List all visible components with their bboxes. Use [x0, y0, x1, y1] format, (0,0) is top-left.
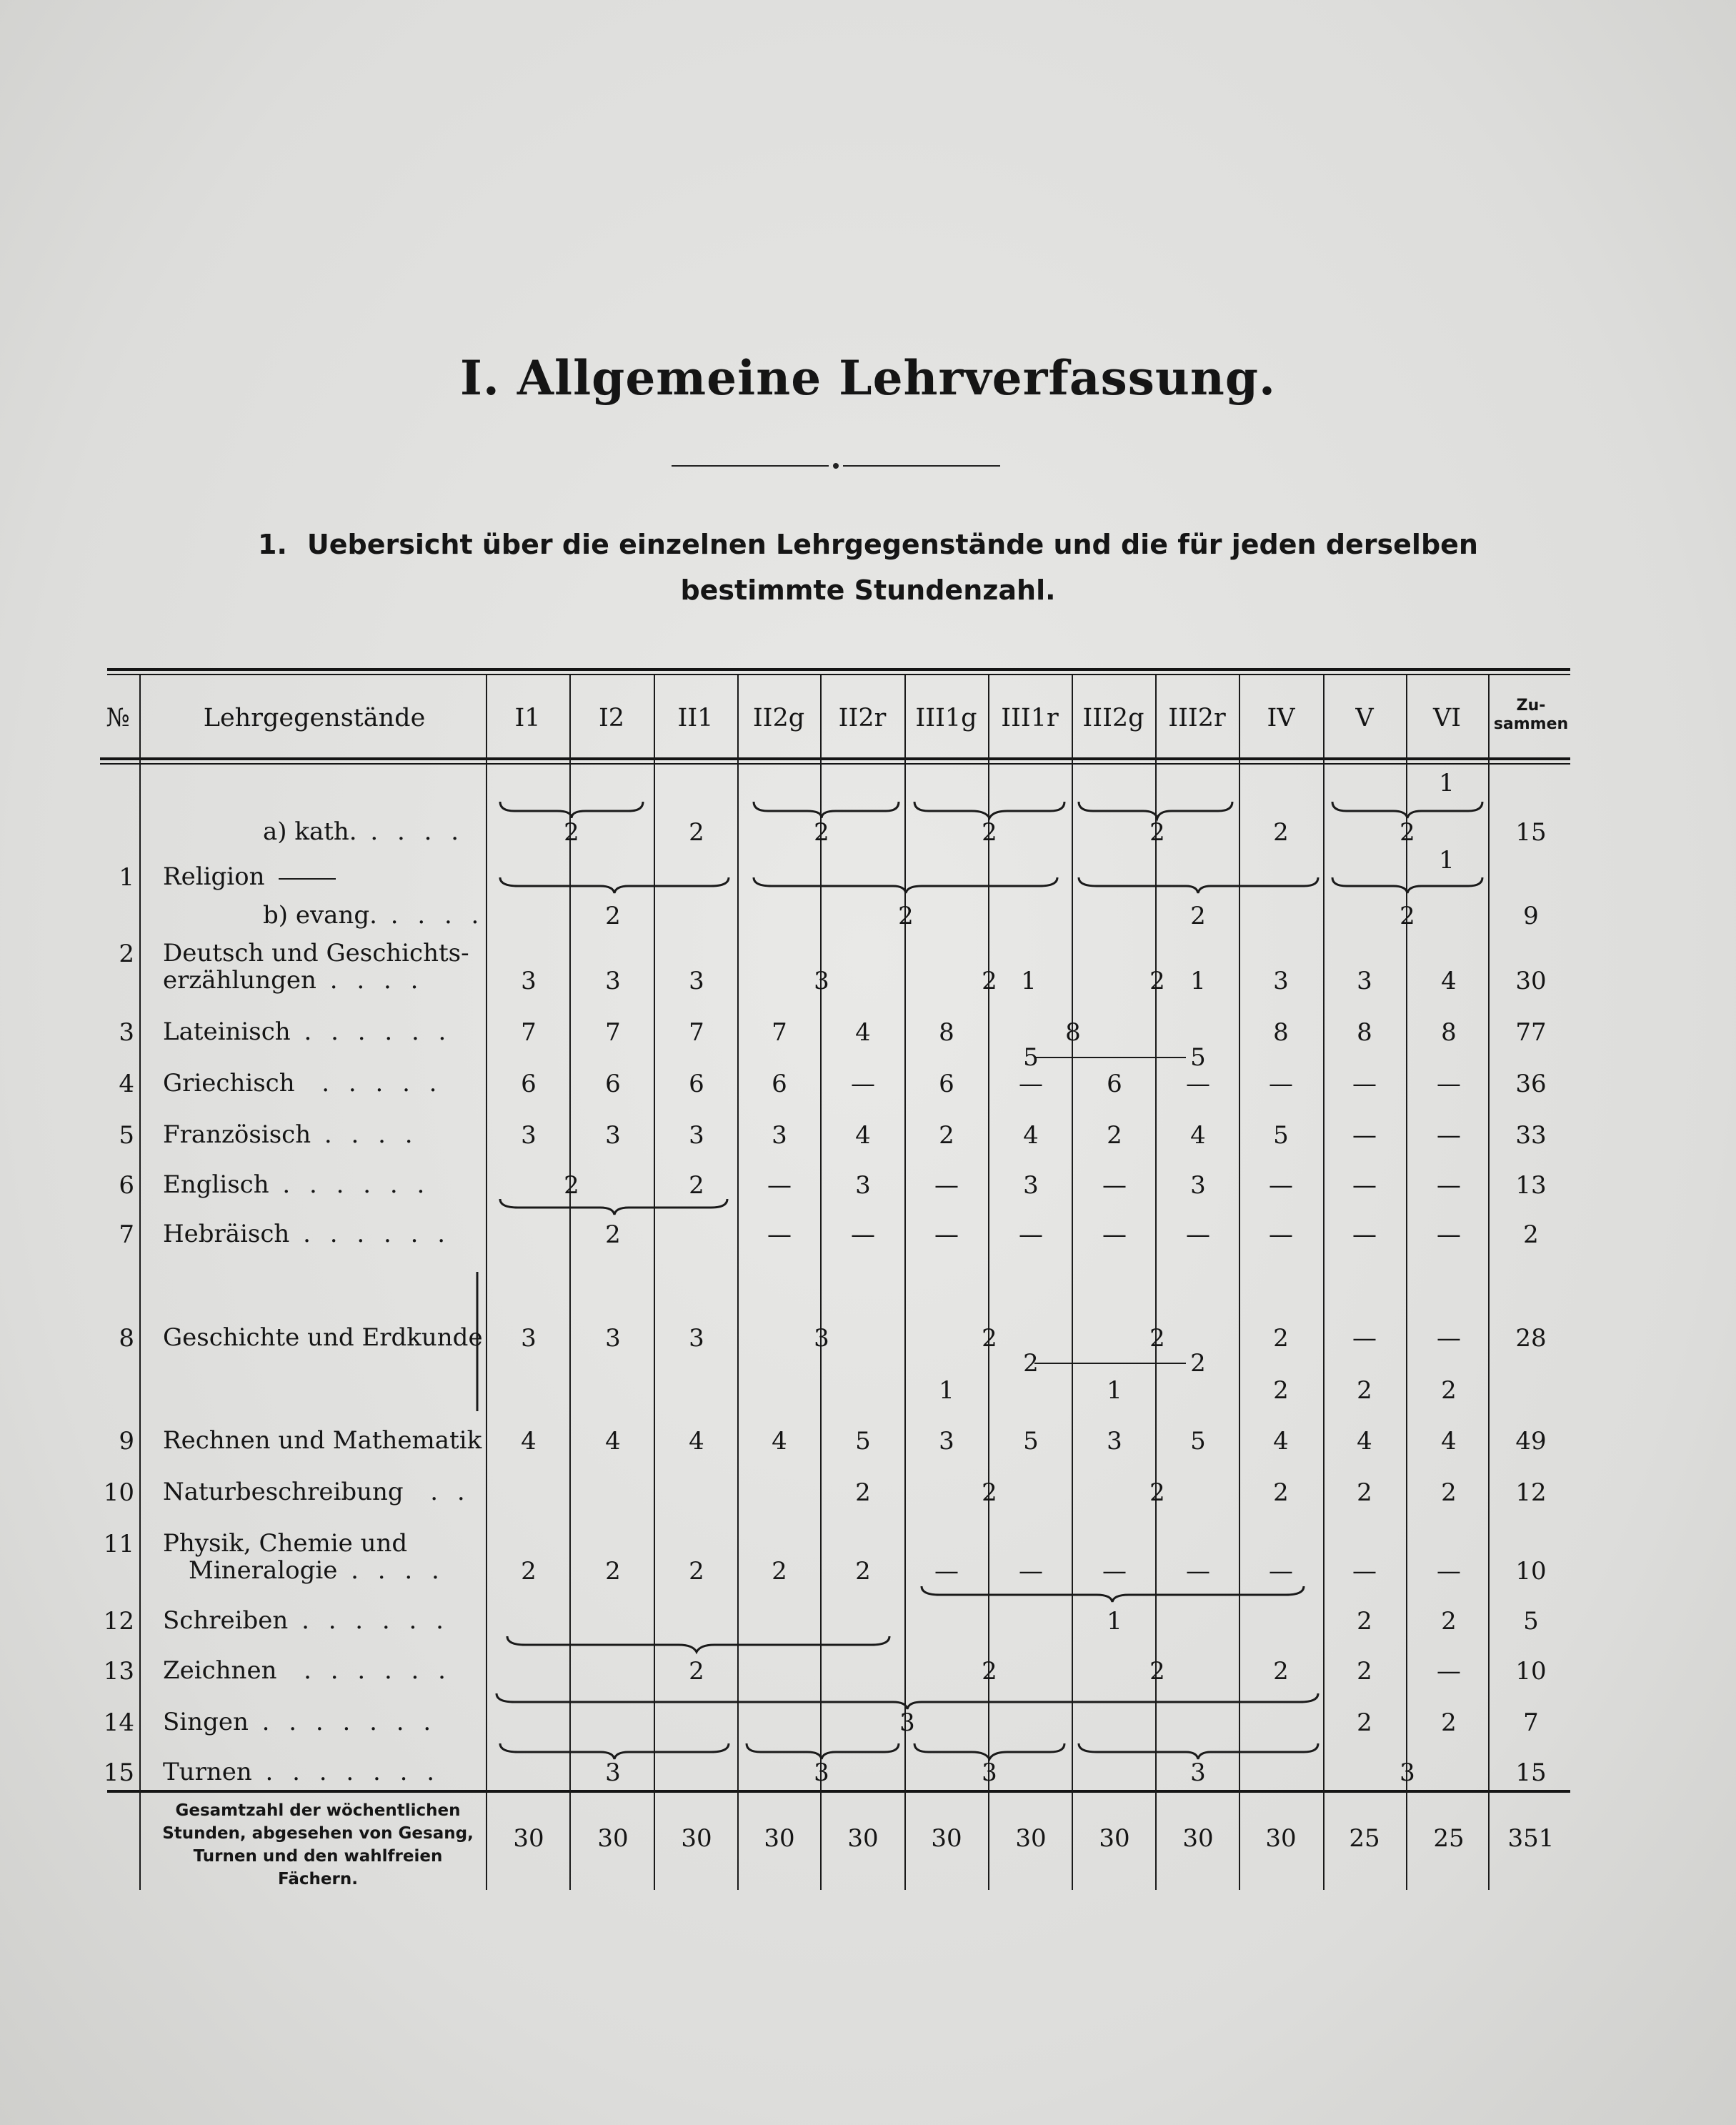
footer-total: 30	[513, 1824, 544, 1853]
row-total: 12	[1515, 1478, 1547, 1507]
row-physik-label: Physik, Chemie und	[163, 1529, 408, 1558]
header-class-III2r: III2r	[1168, 704, 1226, 732]
row-number: 7	[119, 1220, 134, 1249]
griechisch-text: Griechisch	[163, 1069, 295, 1098]
cell: 2	[1273, 1324, 1289, 1353]
leader-dots: . . . .	[311, 1120, 419, 1149]
cell: 2	[982, 967, 997, 995]
cell: 3	[814, 1324, 829, 1353]
cell: 8	[1273, 1018, 1289, 1047]
cell: 5	[1190, 1427, 1206, 1455]
row-zeichnen-label	[163, 1657, 452, 1684]
cell: 8	[1441, 1018, 1457, 1047]
cell: 2	[605, 1557, 621, 1586]
row-physik-label2	[189, 1557, 445, 1584]
zeichnen-text: Zeichnen	[163, 1656, 277, 1685]
cell: —	[934, 1220, 959, 1249]
cell: 2	[1107, 1121, 1122, 1150]
cell: 2	[1357, 1607, 1372, 1636]
cell: 2	[521, 1557, 537, 1586]
cell: 4	[1441, 967, 1457, 995]
row-total: 15	[1515, 818, 1547, 847]
row-religion-label: Religion	[163, 862, 265, 891]
header-class-I2: I2	[598, 704, 625, 732]
cell: 3	[814, 967, 829, 995]
cell: —	[1269, 1171, 1293, 1200]
row-deutsch-label2	[163, 967, 424, 994]
row-number: 10	[103, 1478, 134, 1507]
cell: 3	[1273, 967, 1289, 995]
cell: 2	[814, 818, 829, 847]
cell: 1	[1439, 846, 1455, 875]
cell: 3	[1357, 967, 1372, 995]
leader-dots: . . . . . .	[276, 1656, 452, 1685]
footer-label	[150, 1799, 486, 1891]
row-number: 8	[119, 1324, 134, 1353]
row-total: 10	[1515, 1657, 1547, 1686]
header-total-line2: sammen	[1493, 715, 1569, 733]
row-latein-label	[163, 1018, 452, 1045]
cell: —	[1186, 1220, 1210, 1249]
footer-total: 30	[1182, 1824, 1214, 1853]
footer-total: 30	[764, 1824, 795, 1853]
header-class-III1r: III1r	[1001, 704, 1059, 732]
cell: 4	[855, 1121, 871, 1150]
cell: 2	[1273, 1657, 1289, 1686]
cell: —	[1019, 1557, 1043, 1586]
cell: 4	[1023, 1121, 1039, 1150]
row-total: 5	[1523, 1607, 1539, 1636]
cell: 6	[772, 1070, 787, 1098]
cell: —	[1437, 1121, 1461, 1150]
cell: 2	[1357, 1708, 1372, 1737]
header-class-I1: I1	[514, 704, 541, 732]
cell: 2	[1149, 1657, 1165, 1686]
row-franzoesisch-label	[163, 1121, 419, 1148]
cell: 2	[1400, 818, 1415, 847]
cell: —	[1102, 1171, 1127, 1200]
header-subject: Lehrgegenstände	[203, 704, 426, 732]
cell: 8	[1357, 1018, 1372, 1047]
cell: 3	[521, 1121, 537, 1150]
cell: —	[1102, 1220, 1127, 1249]
row-total: 2	[1523, 1220, 1539, 1249]
header-class-III2g: III2g	[1082, 704, 1144, 732]
cell: 2	[1441, 1376, 1457, 1405]
row-number: 1	[119, 863, 134, 892]
cell: —	[851, 1070, 875, 1098]
cell: —	[767, 1171, 792, 1200]
header-total-line1: Zu-	[1516, 697, 1546, 715]
englisch-text: Englisch	[163, 1170, 269, 1199]
row-total: 30	[1515, 967, 1547, 995]
header-class-II1: II1	[677, 704, 714, 732]
cell: —	[1269, 1070, 1293, 1098]
cell: 4	[521, 1427, 537, 1455]
cell: 2	[939, 1121, 954, 1150]
row-total: 15	[1515, 1758, 1547, 1787]
cell: 1	[939, 1376, 954, 1405]
cell: —	[1352, 1121, 1377, 1150]
cell: —	[1437, 1070, 1461, 1098]
cell: —	[1437, 1557, 1461, 1586]
cell: 2	[1190, 1349, 1206, 1378]
cell: 2	[982, 1324, 997, 1353]
cell: 2	[564, 1171, 579, 1200]
cell: 2	[1357, 1376, 1372, 1405]
cell: 1	[1439, 769, 1455, 797]
cell: —	[1352, 1070, 1377, 1098]
cell: 4	[1441, 1427, 1457, 1455]
row-hebraeisch-label	[163, 1220, 451, 1248]
cell: 3	[1190, 1171, 1206, 1200]
cell: —	[1019, 1220, 1043, 1249]
franzoesisch-text: Französisch	[163, 1120, 311, 1149]
footer-total: 30	[1265, 1824, 1297, 1853]
row-total: 10	[1515, 1557, 1547, 1586]
cell: 1	[1107, 1376, 1122, 1405]
header-class-III1g: III1g	[915, 704, 977, 732]
footer-total: 30	[847, 1824, 879, 1853]
cell: 3	[899, 1708, 915, 1737]
cell: 3	[605, 967, 621, 995]
cell: 5	[1023, 1427, 1039, 1455]
header-class-II2g: II2g	[752, 704, 805, 732]
cell: 8	[939, 1018, 954, 1047]
leader-dots: . . . . . .	[288, 1606, 449, 1635]
cell: 2	[772, 1557, 787, 1586]
cell: 5	[1023, 1043, 1039, 1072]
leader-dots: . . . . . .	[290, 1017, 452, 1046]
cell: —	[1352, 1220, 1377, 1249]
cell: 7	[605, 1018, 621, 1047]
cell: 3	[521, 967, 537, 995]
cell: —	[1437, 1171, 1461, 1200]
leader-dots: . . . . .	[294, 1069, 443, 1098]
cell: 4	[1273, 1427, 1289, 1455]
row-total: 7	[1523, 1708, 1539, 1737]
cell: 3	[939, 1427, 954, 1455]
cell: 3	[814, 1758, 829, 1787]
cell: 3	[605, 1758, 621, 1787]
cell: 5	[1190, 1043, 1206, 1072]
row-total: 77	[1515, 1018, 1547, 1047]
cell: 2	[1273, 818, 1289, 847]
footer-label-line2: Stunden, abgesehen von Gesang,	[162, 1824, 474, 1843]
row-number: 2	[119, 940, 134, 968]
section-number: 1.	[258, 529, 287, 560]
cell: 2	[1023, 1349, 1039, 1378]
row-natur-label	[163, 1478, 471, 1506]
row-number: 12	[103, 1607, 134, 1636]
religion-kath-text: a) kath.	[263, 817, 357, 846]
cell: 2	[1357, 1657, 1372, 1686]
religion-evang-text: b) evang.	[263, 901, 377, 930]
leader-dots: . . . .	[316, 966, 424, 995]
leader-dots: . . . . . .	[289, 1220, 452, 1248]
cell: 2	[689, 1171, 704, 1200]
row-rechnen-label: Rechnen und Mathematik	[163, 1426, 482, 1455]
row-number: 6	[119, 1171, 134, 1200]
cell: 2	[1441, 1478, 1457, 1507]
cell: 2	[1190, 902, 1206, 930]
row-number: 4	[119, 1070, 134, 1098]
cell: 1	[1107, 1607, 1122, 1636]
section-heading-line2: bestimmte Stundenzahl.	[680, 574, 1056, 606]
cell: —	[1019, 1070, 1043, 1098]
row-total: 9	[1523, 902, 1539, 930]
cell: 3	[605, 1324, 621, 1353]
cell: 3	[689, 967, 704, 995]
row-number: 13	[103, 1657, 134, 1686]
cell: 7	[689, 1018, 704, 1047]
leader-dots: . . . . . . .	[248, 1708, 437, 1736]
footer-total: 25	[1433, 1824, 1465, 1853]
cell: —	[1352, 1171, 1377, 1200]
cell: 2	[689, 818, 704, 847]
deutsch-label2-text: erzählungen	[163, 966, 316, 995]
cell: 2	[564, 818, 579, 847]
singen-text: Singen	[163, 1708, 249, 1736]
cell: 6	[605, 1070, 621, 1098]
cell: —	[767, 1220, 792, 1249]
cell: 6	[521, 1070, 537, 1098]
cell: —	[934, 1557, 959, 1586]
cell: 4	[855, 1018, 871, 1047]
cell: 7	[521, 1018, 537, 1047]
cell: 3	[772, 1121, 787, 1150]
footer-total: 30	[1015, 1824, 1047, 1853]
cell: 2	[898, 902, 914, 930]
cell: 3	[855, 1171, 871, 1200]
cell: —	[1437, 1220, 1461, 1249]
cell: 2	[1273, 1376, 1289, 1405]
cell: 2	[1149, 1324, 1165, 1353]
row-total: 28	[1515, 1324, 1547, 1353]
leader-dots: . . . . . . .	[251, 1758, 441, 1786]
cell: 2	[1357, 1478, 1372, 1507]
row-geschichte-label: Geschichte und Erdkunde	[163, 1323, 483, 1352]
cell: —	[934, 1171, 959, 1200]
cell: 2	[1441, 1607, 1457, 1636]
footer-total: 30	[681, 1824, 712, 1853]
cell: 2	[1149, 818, 1165, 847]
cell: 6	[939, 1070, 954, 1098]
cell: 4	[605, 1427, 621, 1455]
cell: —	[1269, 1557, 1293, 1586]
cell: 2	[605, 1220, 621, 1249]
footer-total: 30	[931, 1824, 962, 1853]
cell: —	[1437, 1657, 1461, 1686]
row-number: 9	[119, 1427, 134, 1455]
schreiben-text: Schreiben	[163, 1606, 289, 1635]
row-singen-label	[163, 1708, 437, 1736]
footer-total: 25	[1349, 1824, 1380, 1853]
cell: 3	[521, 1324, 537, 1353]
cell: —	[1437, 1324, 1461, 1353]
cell: 2	[689, 1657, 704, 1686]
row-number: 5	[119, 1121, 134, 1150]
natur-text: Naturbeschreibung	[163, 1478, 404, 1506]
hebraeisch-text: Hebräisch	[163, 1220, 290, 1248]
cell: 4	[1357, 1427, 1372, 1455]
header-class-IV: IV	[1267, 704, 1295, 732]
footer-label-line4: Fächern.	[278, 1870, 358, 1888]
cell: 2	[1273, 1478, 1289, 1507]
cell: 2	[982, 1478, 997, 1507]
cell: 8	[1065, 1018, 1081, 1047]
cell: 3	[1190, 1758, 1206, 1787]
cell: —	[1102, 1557, 1127, 1586]
cell: 7	[772, 1018, 787, 1047]
row-total: 13	[1515, 1171, 1547, 1200]
row-schreiben-label	[163, 1607, 449, 1634]
cell: 1	[1021, 967, 1037, 995]
cell: 5	[1273, 1121, 1289, 1150]
row-deutsch-label: Deutsch und Geschichts-	[163, 939, 469, 967]
cell: 3	[605, 1121, 621, 1150]
leader-dots: . . . . . .	[269, 1170, 431, 1199]
cell: 2	[982, 818, 997, 847]
cell: 2	[1149, 967, 1165, 995]
cell: —	[1186, 1070, 1210, 1098]
row-number: 15	[103, 1758, 134, 1787]
row-religion-kath-label	[263, 818, 464, 845]
cell: 3	[1023, 1171, 1039, 1200]
cell: 2	[855, 1478, 871, 1507]
section-heading-line1: Uebersicht über die einzelnen Lehrgegenstände und die für jeden derselben	[306, 529, 1478, 560]
row-griechisch-label	[163, 1070, 443, 1097]
cell: 6	[1107, 1070, 1122, 1098]
footer-label-line3: Turnen und den wahlfreien	[193, 1847, 443, 1866]
cell: —	[1186, 1557, 1210, 1586]
row-englisch-label	[163, 1171, 430, 1198]
cell: 2	[1400, 902, 1415, 930]
cell: —	[1352, 1557, 1377, 1586]
footer-label-line1: Gesamtzahl der wöchentlichen	[175, 1801, 461, 1820]
leader-dots: . . . .	[356, 817, 465, 846]
footer-total: 30	[1099, 1824, 1130, 1853]
page-title: I. Allgemeine Lehrverfassung.	[459, 350, 1276, 406]
header-class-V: V	[1355, 704, 1374, 732]
cell: —	[851, 1220, 875, 1249]
cell: 2	[1149, 1478, 1165, 1507]
cell: 3	[689, 1324, 704, 1353]
header-number: №	[106, 704, 130, 732]
cell: 4	[772, 1427, 787, 1455]
cell: 2	[855, 1557, 871, 1586]
cell: 2	[605, 902, 621, 930]
cell: 3	[1107, 1427, 1122, 1455]
leader-dots: . . . .	[337, 1556, 445, 1585]
header-class-VI: VI	[1432, 704, 1462, 732]
row-total: 49	[1515, 1427, 1547, 1455]
cell: 5	[855, 1427, 871, 1455]
cell: —	[1269, 1220, 1293, 1249]
row-number: 3	[119, 1018, 134, 1047]
row-number: 11	[103, 1530, 134, 1558]
cell: 1	[1190, 967, 1206, 995]
row-total: 36	[1515, 1070, 1547, 1098]
cell: 2	[982, 1657, 997, 1686]
row-total: 33	[1515, 1121, 1547, 1150]
cell: 4	[689, 1427, 704, 1455]
cell: —	[1352, 1324, 1377, 1353]
cell: 2	[1441, 1708, 1457, 1737]
leader-dots: . . . .	[376, 901, 485, 930]
cell: 3	[689, 1121, 704, 1150]
row-turnen-label	[163, 1758, 440, 1786]
physik-label2-text: Mineralogie	[189, 1556, 338, 1585]
cell: 4	[1190, 1121, 1206, 1150]
leader-dots: . .	[403, 1478, 471, 1506]
cell: 2	[689, 1557, 704, 1586]
row-number: 14	[103, 1708, 134, 1737]
latein-text: Lateinisch	[163, 1017, 291, 1046]
cell: 3	[982, 1758, 997, 1787]
cell: 3	[1400, 1758, 1415, 1787]
turnen-text: Turnen	[163, 1758, 252, 1786]
cell: 6	[689, 1070, 704, 1098]
footer-grand-total: 351	[1507, 1824, 1555, 1853]
footer-total: 30	[597, 1824, 629, 1853]
header-class-II2r: II2r	[838, 704, 887, 732]
row-religion-evang-label	[263, 902, 484, 929]
